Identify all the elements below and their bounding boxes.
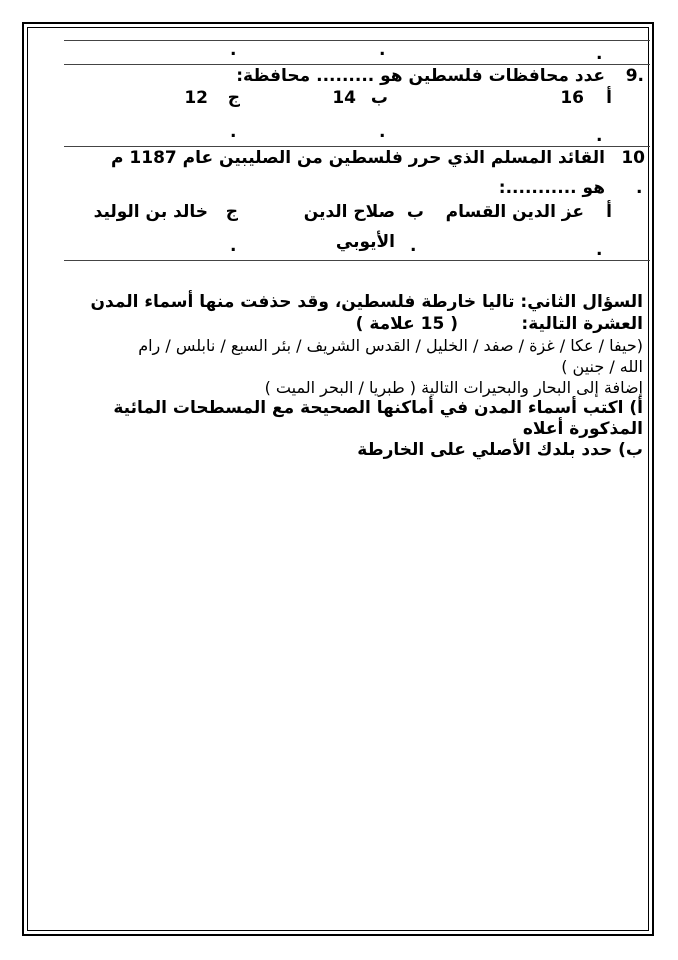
row-dot: . — [596, 126, 603, 146]
q10-option-value-b-line2: الأيوبي — [335, 232, 395, 252]
row-dot: . — [230, 236, 237, 256]
q10-option-value-a: عز الدين القسام — [445, 202, 584, 222]
question-9-text: عدد محافظات فلسطين هو ......... محافظة: — [236, 66, 605, 86]
q10-option-value-b: صلاح الدين — [303, 202, 395, 222]
row-dot: . — [636, 178, 643, 198]
question-10-text-line1: القائد المسلم الذي حرر فلسطين من الصليبين عام 1187 م — [111, 148, 605, 168]
row-dot: . — [596, 240, 603, 260]
q2-task-a-line1: أ) اكتب أسماء المدن في أماكنها الصحيحة مع المسطحات المائية — [113, 398, 643, 418]
question-10-text-line2: هو ...........: — [498, 178, 605, 198]
q9-option-value-b: 14 — [332, 88, 356, 108]
q9-option-value-a: 16 — [560, 88, 584, 108]
q2-task-a-line2: المذكورة أعلاه — [522, 419, 643, 439]
row-dot: . — [379, 122, 386, 142]
q2-heading-line2: العشرة التالية: — [521, 314, 643, 334]
q10-option-value-c: خالد بن الوليد — [93, 202, 208, 222]
q2-cities-line2: الله / جنين ) — [561, 357, 643, 376]
row-dot: . — [596, 44, 603, 64]
q10-option-letter-c: ج — [225, 202, 238, 222]
table-rule — [64, 146, 650, 147]
q9-option-value-c: 12 — [184, 88, 208, 108]
q9-option-letter-b: ب — [370, 88, 388, 108]
q10-option-letter-b: ب — [406, 202, 424, 222]
q10-option-letter-a: أ — [606, 202, 612, 222]
q9-option-letter-a: أ — [606, 88, 612, 108]
table-rule — [64, 64, 650, 65]
q2-heading-line1: السؤال الثاني: تاليا خارطة فلسطين، وقد حذفت منها أسماء المدن — [90, 292, 643, 312]
row-dot: . — [379, 40, 386, 60]
q2-seas-line: إضافة إلى البحار والبحيرات التالية ( طبريا / البحر الميت ) — [264, 378, 643, 397]
q2-task-b: ب) حدد بلدك الأصلي على الخارطة — [357, 440, 643, 460]
question-10-number: 10 — [621, 148, 645, 168]
question-9-number: 9. — [625, 66, 644, 86]
row-dot: . — [230, 40, 237, 60]
q9-option-letter-c: ج — [227, 88, 240, 108]
q2-marks: ( 15 علامة ) — [355, 314, 458, 334]
table-rule — [64, 260, 650, 261]
row-dot: . — [410, 236, 417, 256]
q2-cities-line1: (حيفا / عكا / غزة / صفد / الخليل / القدس الشريف / بئر السبع / نابلس / رام — [138, 336, 643, 355]
row-dot: . — [230, 122, 237, 142]
table-rule-top — [64, 40, 650, 41]
